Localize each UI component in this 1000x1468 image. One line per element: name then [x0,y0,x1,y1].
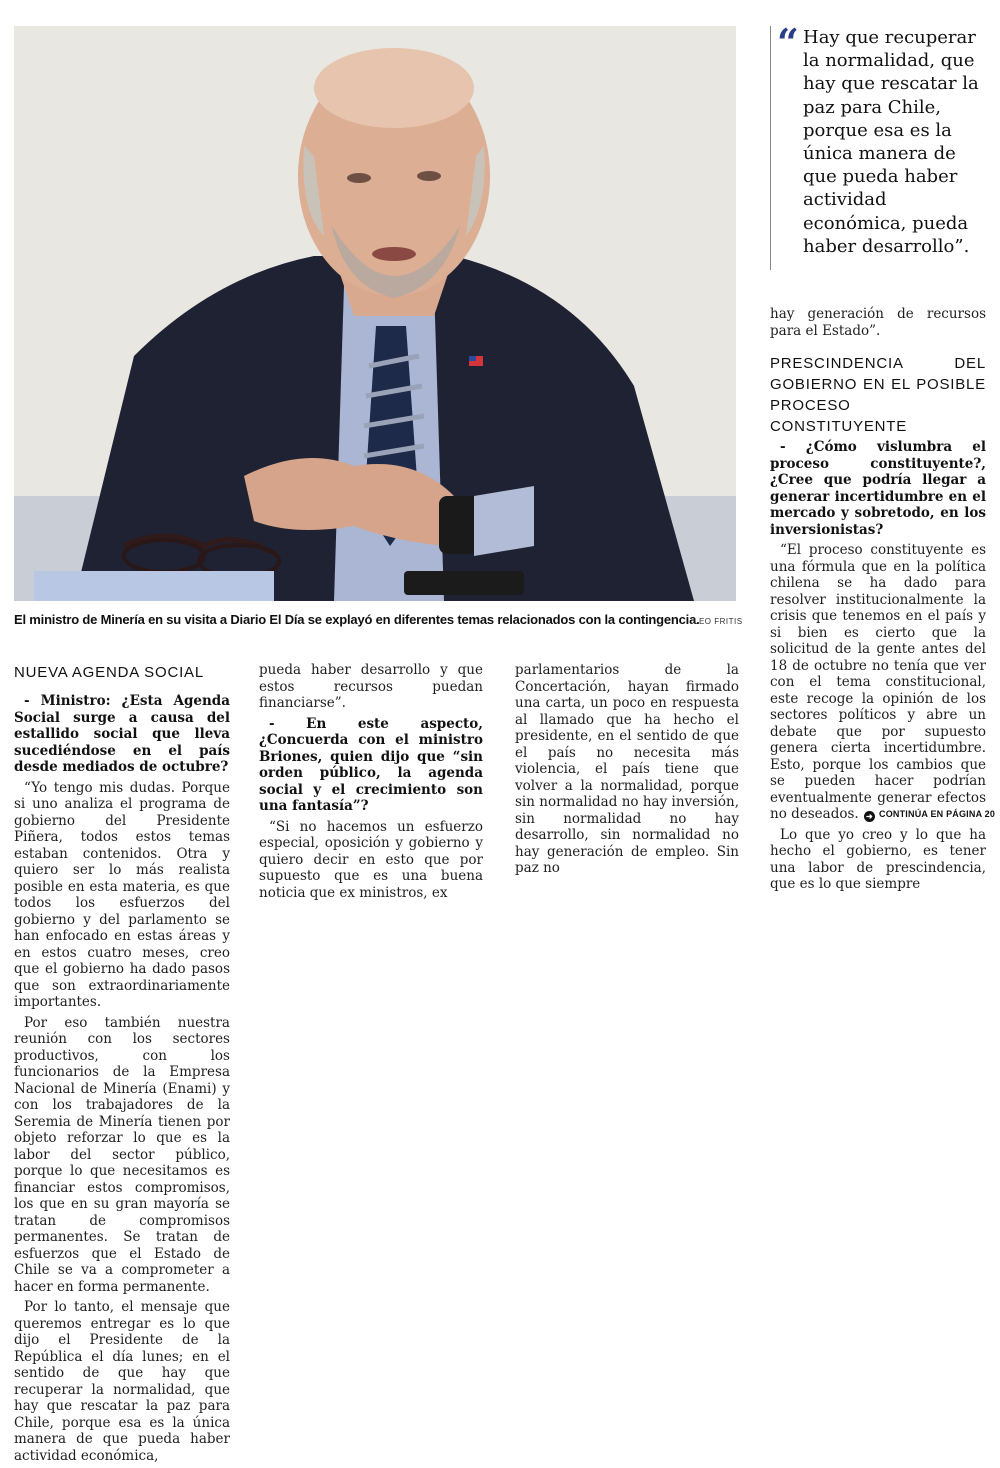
pull-quote [770,20,982,270]
arrow-right-circle-icon: ➜ [864,811,875,822]
quote-mark: “ [777,20,799,65]
minister-portrait-photo [14,26,736,601]
article-paragraph: Por eso también nuestra reunión con los sectores productivos, con los funcionarios de la Empresa Nacional de Minería (Enami) y con los trabajadores de la Seremia de Minería tienen por objeto reforzar lo que es la labor del sector público, porque lo que necesitamos es financiar estos compromisos, los que en su gran mayoría se tratan de compromisos permanentes. Se tratan de esfuerzos que el Estado de Chile se va a comprometer a hacer en forma permanente. [14,1014,230,1295]
article-column-2 [259,662,483,905]
section-heading: PRESCINDENCIA DEL GOBIERNO EN EL POSIBLE PROCESO CONSTITUYENTE [770,355,986,435]
article-column-3 [515,662,739,881]
article-paragraph: “El proceso constituyente es una fórmula que en la política chilena se ha dado para resolver institucionalmente la crisis que tenemos en el país y si bien es cierto que la solicitud de la gente antes del 18 de octubre no tenía que ver con el tema constitucional, este recoge la opinión de los sectores políticos y abre un debate que por supuesto genera cierta incertidumbre. Esto, porque los cambios que se pueden hacer podrían eventualmente generar efectos no deseados. [770,542,986,822]
photo-caption: El ministro de Minería en su visita a Diario El Día se explayó en diferentes temas relacionados con la contingencia. [14,612,700,627]
article-paragraph: “Si no hacemos un esfuerzo especial, oposición y gobierno y quiero decir en esto que por supuesto que es una buena noticia que ex ministros, ex [259,818,483,901]
interview-question: - Ministro: ¿Esta Agenda Social surge a causa del estallido social que lleva sucediéndose en el país desde mediados de octubre? [14,693,230,775]
article-paragraph: Lo que yo creo y lo que ha hecho el gobierno, es tener una labor de prescindencia, que es lo que siempre [770,826,986,892]
continues-on-page-link[interactable] [864,809,995,822]
pull-quote-text: Hay que recuperar la normalidad, que hay que rescatar la paz para Chile, porque esa es la única manera de que pueda haber actividad económica, pueda haber desarrollo”. [803,27,979,257]
section-heading: NUEVA AGENDA SOCIAL [14,664,204,681]
minister-photo [14,26,736,601]
article-paragraph: “Yo tengo mis dudas. Porque si uno analiza el programa de gobierno del Presidente Piñera, todos estos temas estaban contenidos. Otra y quiero ser lo más realista posible en esta materia, es que todos los esfuerzos del gobierno y del parlamento se han enfocado en estas áreas y en estos cuatro meses, creo que el gobierno ha dado pasos que son extraordinariamente importantes. [14,779,230,1010]
continues-label: CONTINÚA EN PÁGINA 20 [879,809,996,819]
interview-question: - En este aspecto, ¿Concuerda con el ministro Briones, quien dijo que “sin orden público, la agenda social y el crecimiento son una fantasía”? [259,715,483,814]
article-paragraph: hay generación de recursos para el Estado”. [770,306,986,339]
article-column-4 [770,306,986,897]
article-paragraph: pueda haber desarrollo y que estos recursos puedan financiarse”. [259,662,483,711]
article-paragraph: Por lo tanto, el mensaje que queremos entregar es lo que dijo el Presidente de la República el día lunes; en el sentido de que hay que recuperar la normalidad, que hay que rescatar la paz para Chile, porque esa es la única manera de que pueda haber actividad económica, [14,1299,230,1464]
article-column-1 [14,662,230,1468]
article-paragraph: parlamentarios de la Concertación, hayan firmado una carta, un poco en respuesta al llamado que ha hecho el presidente, en el sentido de que el país no necesita más violencia, el país tiene que volver a la normalidad, porque sin normalidad no hay inversión, sin normalidad no hay desarrollo, sin normalidad no hay generación de empleo. Sin paz no [515,662,739,876]
interview-question: - ¿Cómo vislumbra el proceso constituyente?, ¿Cree que podría llegar a generar incertidumbre en el mercado y sobretodo, en los inversionistas? [770,439,986,538]
photo-credit: LEO FRITIS [694,617,743,626]
